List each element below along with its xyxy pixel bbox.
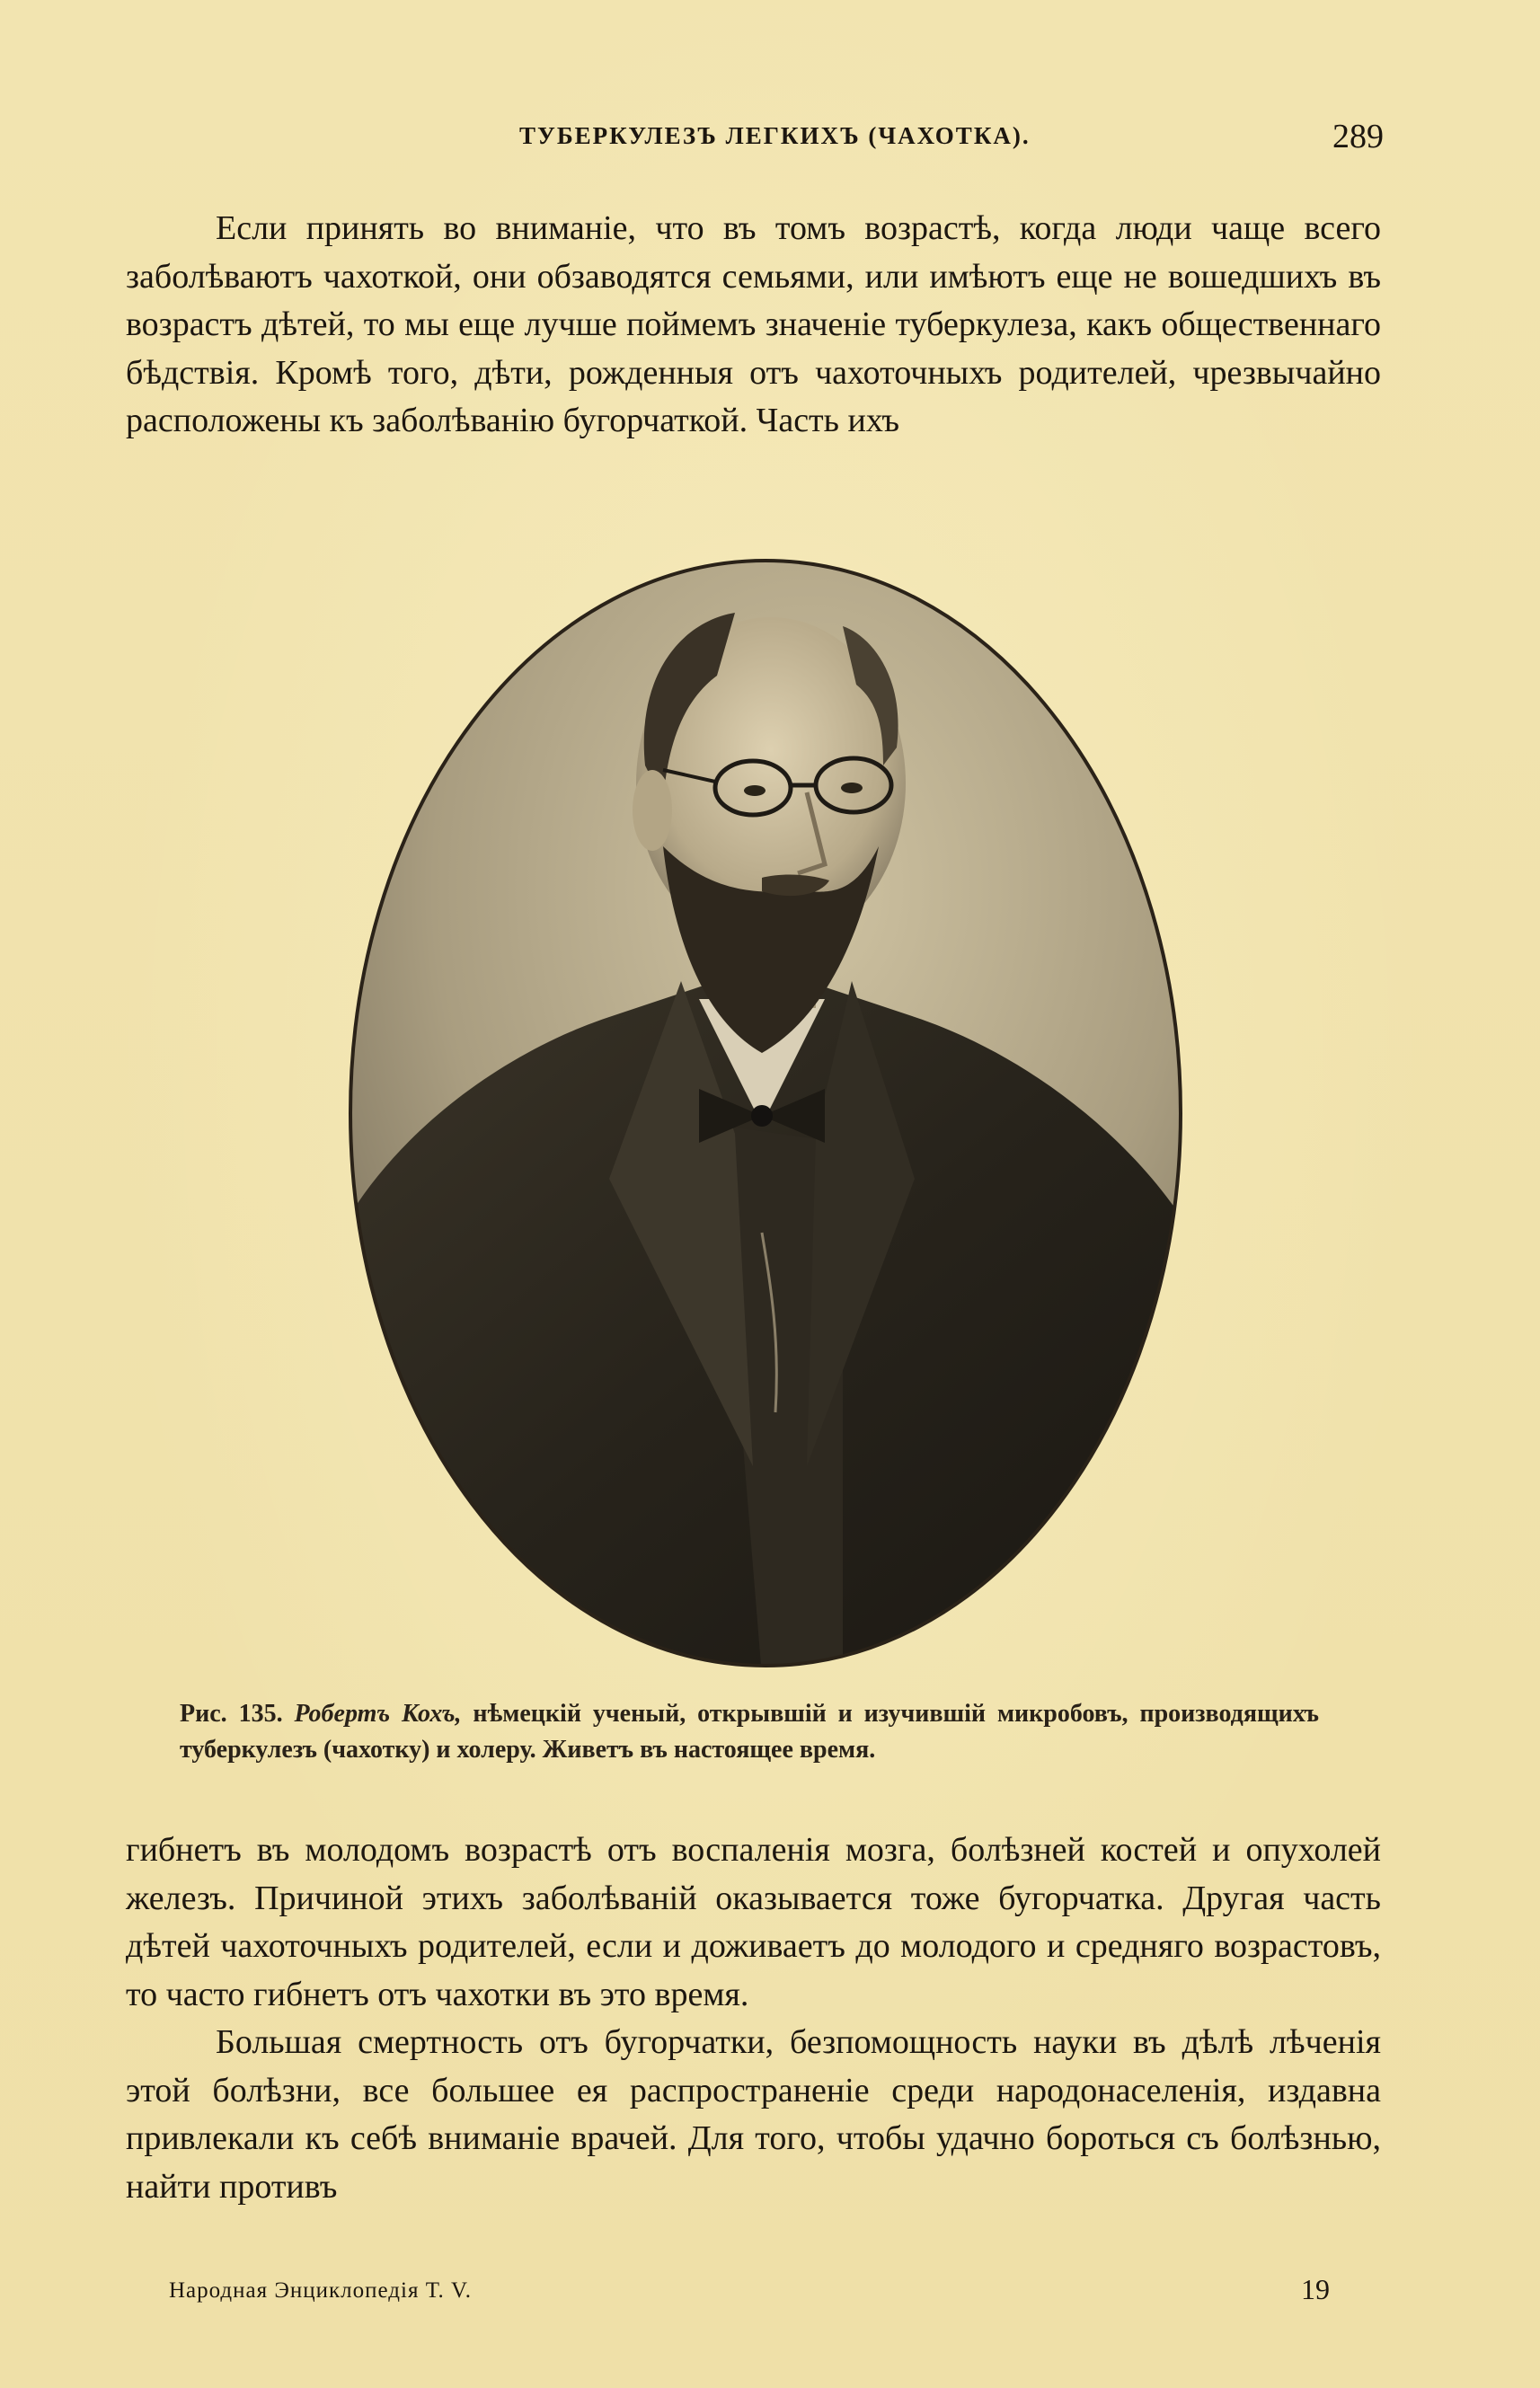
figure-caption <box>180 1696 1319 1768</box>
portrait-figure <box>340 550 1191 1676</box>
caption-name: Робертъ Кохъ, <box>294 1700 462 1728</box>
running-title: ТУБЕРКУЛЕЗЪ ЛЕГКИХЪ (ЧАХОТКА). <box>519 122 1031 149</box>
caption-text: нѣмецкій ученый, открывшій и изучившій микробовъ, производящихъ туберкулезъ (чахотку) и холеру. Живетъ въ настоящее время. <box>180 1700 1320 1764</box>
paragraph-1: Если принять во вниманіе, что въ томъ возрастѣ, когда люди чаще всего заболѣваютъ чахоткой, они обзаводятся семьями, или имѣютъ еще не вошедшихъ въ возрастъ дѣтей, то мы еще лучше поймемъ значеніе туберкулеза, какъ общественнаго бѣдствія. Кромѣ того, дѣти, рожденныя отъ чахоточныхъ родителей, чрезвычайно расположены къ заболѣванію бугорчаткой. Часть ихъ <box>126 209 1381 439</box>
paragraph-2: гибнетъ въ молодомъ возрастѣ отъ воспаленія мозга, болѣзней костей и опухолей железъ. Причиной этихъ заболѣваній оказывается тоже бугорчатка. Другая часть дѣтей чахоточныхъ родителей, если и доживаетъ до молодого и средняго возрастовъ, то часто гибнетъ отъ чахотки въ это время. <box>126 1831 1381 2013</box>
body-text-bottom <box>126 1826 1381 2211</box>
portrait-illustration <box>340 550 1191 1676</box>
page-footer <box>169 2273 1330 2313</box>
paragraph-3: Большая смертность отъ бугорчатки, безпомощность науки въ дѣлѣ лѣченія этой болѣзни, все большее ея распространеніе среди народонаселенія, издавна привлекали къ себѣ вниманіе врачей. Для того, чтобы удачно бороться съ болѣзнью, найти противъ <box>126 2023 1381 2206</box>
caption-prefix: Рис. 135. <box>180 1700 283 1728</box>
page-number: 289 <box>1332 118 1384 155</box>
running-head <box>126 117 1384 162</box>
sheet-number: 19 <box>1301 2273 1330 2305</box>
signature-line: Народная Энциклопедія Т. V. <box>169 2278 473 2303</box>
body-text-top <box>126 205 1381 446</box>
